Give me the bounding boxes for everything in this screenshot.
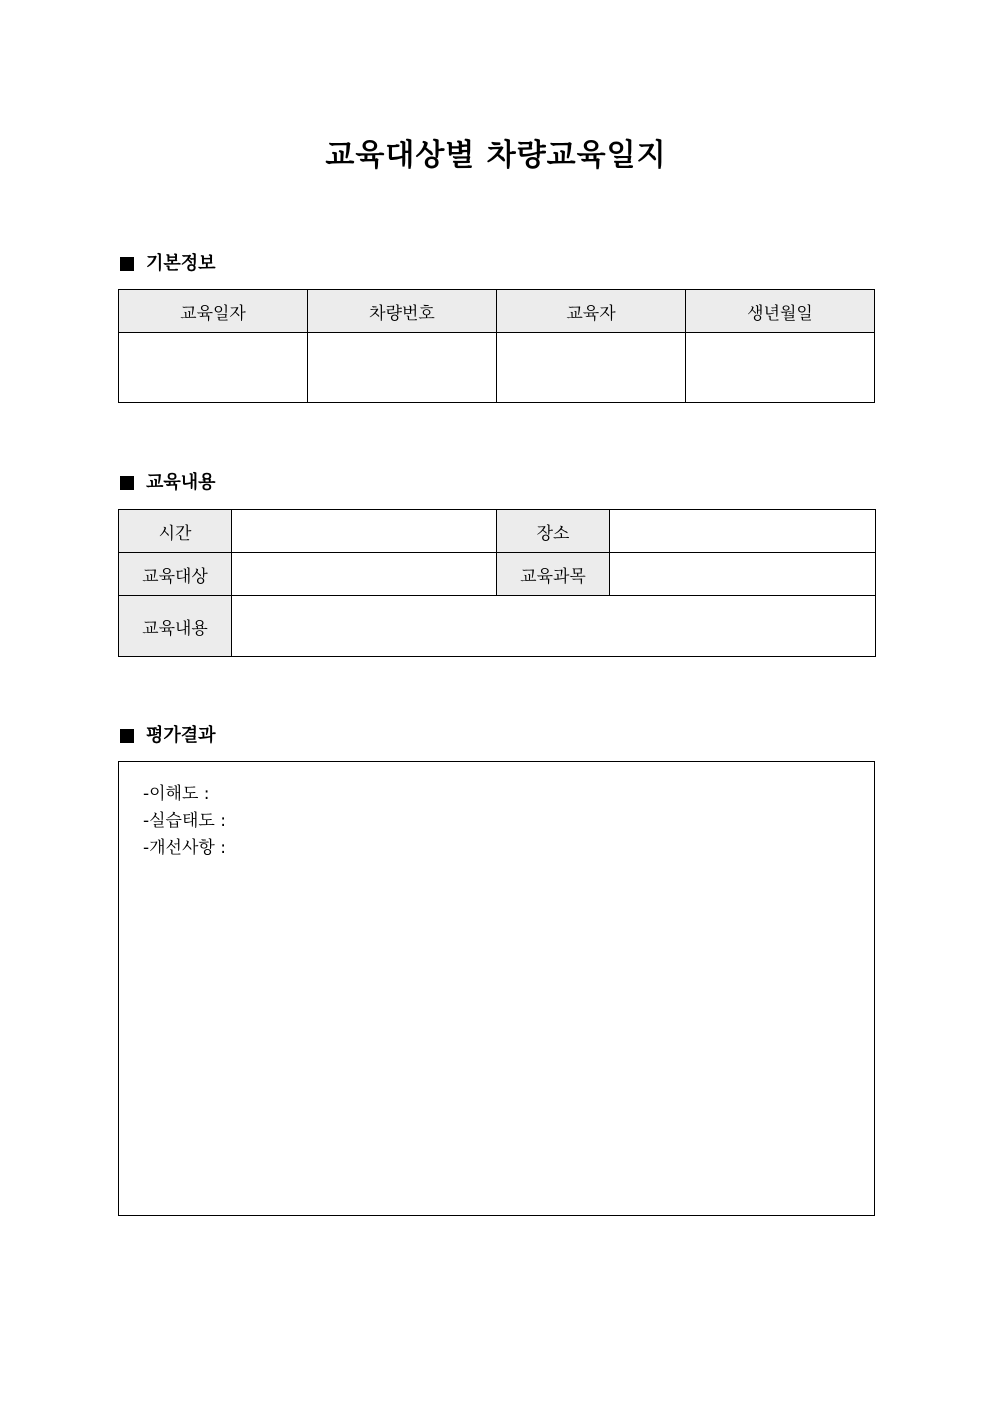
place-field[interactable] <box>610 510 876 553</box>
section-heading-label: 기본정보 <box>146 253 216 274</box>
evaluation-line-understanding: -이해도 : <box>143 784 210 804</box>
section-heading-education <box>118 471 216 495</box>
section-heading-evaluation <box>118 724 216 748</box>
label-target: 교육대상 <box>119 553 232 596</box>
birth-date-field[interactable] <box>686 333 875 403</box>
education-date-field[interactable] <box>119 333 308 403</box>
section-heading-label: 교육내용 <box>146 472 216 493</box>
vehicle-number-field[interactable] <box>308 333 497 403</box>
square-bullet-icon <box>120 729 134 743</box>
header-birth-date: 생년월일 <box>686 290 875 333</box>
evaluation-line-practice-attitude: -실습태도 : <box>143 811 226 831</box>
label-place: 장소 <box>497 510 610 553</box>
header-vehicle-number: 차량번호 <box>308 290 497 333</box>
square-bullet-icon <box>120 257 134 271</box>
content-field[interactable] <box>232 596 876 657</box>
basic-info-table <box>118 289 875 403</box>
evaluation-lines <box>143 781 226 862</box>
label-time: 시간 <box>119 510 232 553</box>
section-heading-basic-info <box>118 252 216 276</box>
time-field[interactable] <box>232 510 497 553</box>
header-education-date: 교육일자 <box>119 290 308 333</box>
header-educator: 교육자 <box>497 290 686 333</box>
education-table <box>118 509 876 657</box>
subject-field[interactable] <box>610 553 876 596</box>
page-title: 교육대상별 차량교육일지 <box>325 138 667 173</box>
label-subject: 교육과목 <box>497 553 610 596</box>
evaluation-box[interactable] <box>118 761 875 1216</box>
target-field[interactable] <box>232 553 497 596</box>
educator-field[interactable] <box>497 333 686 403</box>
label-content: 교육내용 <box>119 596 232 657</box>
evaluation-line-improvements: -개선사항 : <box>143 838 226 858</box>
square-bullet-icon <box>120 476 134 490</box>
section-heading-label: 평가결과 <box>146 725 216 746</box>
